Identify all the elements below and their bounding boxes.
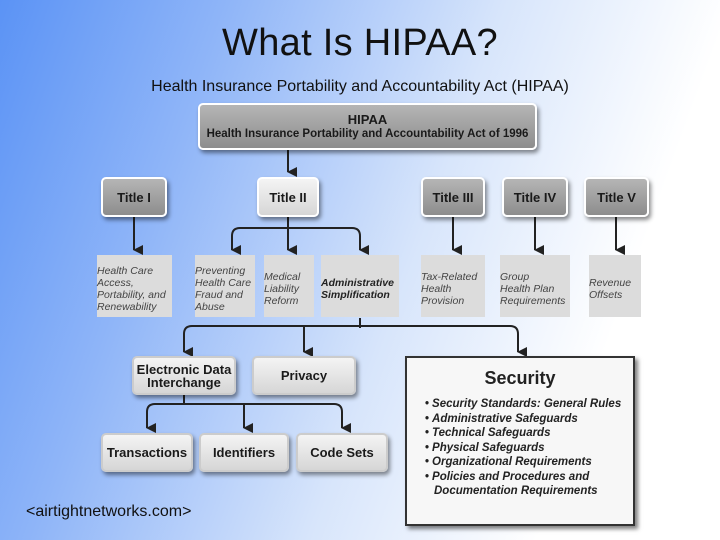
- title1-detail: [97, 255, 172, 317]
- title1-detail-line: Portability, and: [97, 288, 166, 301]
- fraud-abuse-line: Preventing: [195, 264, 246, 277]
- title5-detail: [589, 255, 641, 317]
- security-item: • Technical Safeguards: [425, 427, 551, 439]
- fraud-abuse-box: [195, 255, 255, 317]
- security-item: • Policies and Procedures and: [425, 470, 590, 483]
- title5-detail-line: Offsets: [589, 288, 623, 301]
- transactions-box: Transactions: [101, 433, 193, 472]
- title1-detail-line: Health Care: [97, 264, 154, 277]
- title4-detail-line: Requirements: [500, 294, 566, 307]
- title-2-box: Title II: [257, 177, 319, 217]
- title-5-box: Title V: [584, 177, 649, 217]
- title1-detail-line: Renewability: [97, 300, 157, 313]
- title4-detail: [500, 255, 570, 317]
- title5-detail-line: Revenue: [589, 276, 632, 289]
- security-list: [425, 397, 633, 499]
- code-sets-box: Code Sets: [296, 433, 388, 472]
- title3-detail-line: Tax-Related: [421, 270, 478, 283]
- fraud-abuse-line: Fraud and: [195, 288, 243, 301]
- security-item: • Security Standards: General Rules: [425, 398, 622, 410]
- medical-liability-line: Reform: [264, 294, 299, 307]
- title1-detail-line: Access,: [97, 276, 134, 289]
- medical-liability-line: Medical: [264, 270, 301, 283]
- security-item: • Administrative Safeguards: [425, 412, 578, 425]
- slide-title: What Is HIPAA?: [222, 22, 498, 64]
- title4-detail-line: Health Plan: [500, 282, 555, 295]
- identifiers-box: Identifiers: [199, 433, 289, 472]
- privacy-box: Privacy: [252, 356, 356, 395]
- title4-detail-line: Group: [500, 270, 530, 283]
- hipaa-root-fullname: Health Insurance Portability and Accountability Act of 1996: [206, 128, 529, 140]
- title3-detail: [421, 255, 485, 317]
- hipaa-root-box: [198, 103, 537, 150]
- title3-detail-line: Provision: [421, 294, 465, 307]
- security-item: Documentation Requirements: [434, 485, 598, 497]
- line-admin-branch: [184, 326, 518, 352]
- admin-simplification-box: [321, 255, 399, 317]
- edi-line: Electronic Data: [136, 361, 232, 377]
- line-title2-branch: [232, 228, 360, 250]
- admin-simplification-line: Simplification: [321, 288, 390, 301]
- slide-subtitle: Health Insurance Portability and Accountability Act (HIPAA): [151, 78, 569, 95]
- medical-liability-line: Liability: [264, 282, 300, 295]
- source-credit: <airtightnetworks.com>: [26, 503, 192, 520]
- fraud-abuse-line: Abuse: [195, 300, 225, 313]
- title-4-box: Title IV: [502, 177, 568, 217]
- edi-box: [132, 356, 236, 395]
- title-3-box: Title III: [421, 177, 485, 217]
- title-1-box: Title I: [101, 177, 167, 217]
- security-item: • Organizational Requirements: [425, 456, 592, 468]
- title3-detail-line: Health: [421, 282, 452, 295]
- hipaa-root-title: HIPAA: [347, 112, 388, 127]
- fraud-abuse-line: Health Care: [195, 276, 252, 289]
- security-box: [405, 356, 635, 526]
- admin-simplification-line: Administrative: [321, 276, 394, 289]
- security-item: • Physical Safeguards: [425, 441, 545, 454]
- edi-line: Interchange: [147, 374, 221, 390]
- medical-liability-box: [264, 255, 314, 317]
- security-heading: Security: [484, 368, 556, 388]
